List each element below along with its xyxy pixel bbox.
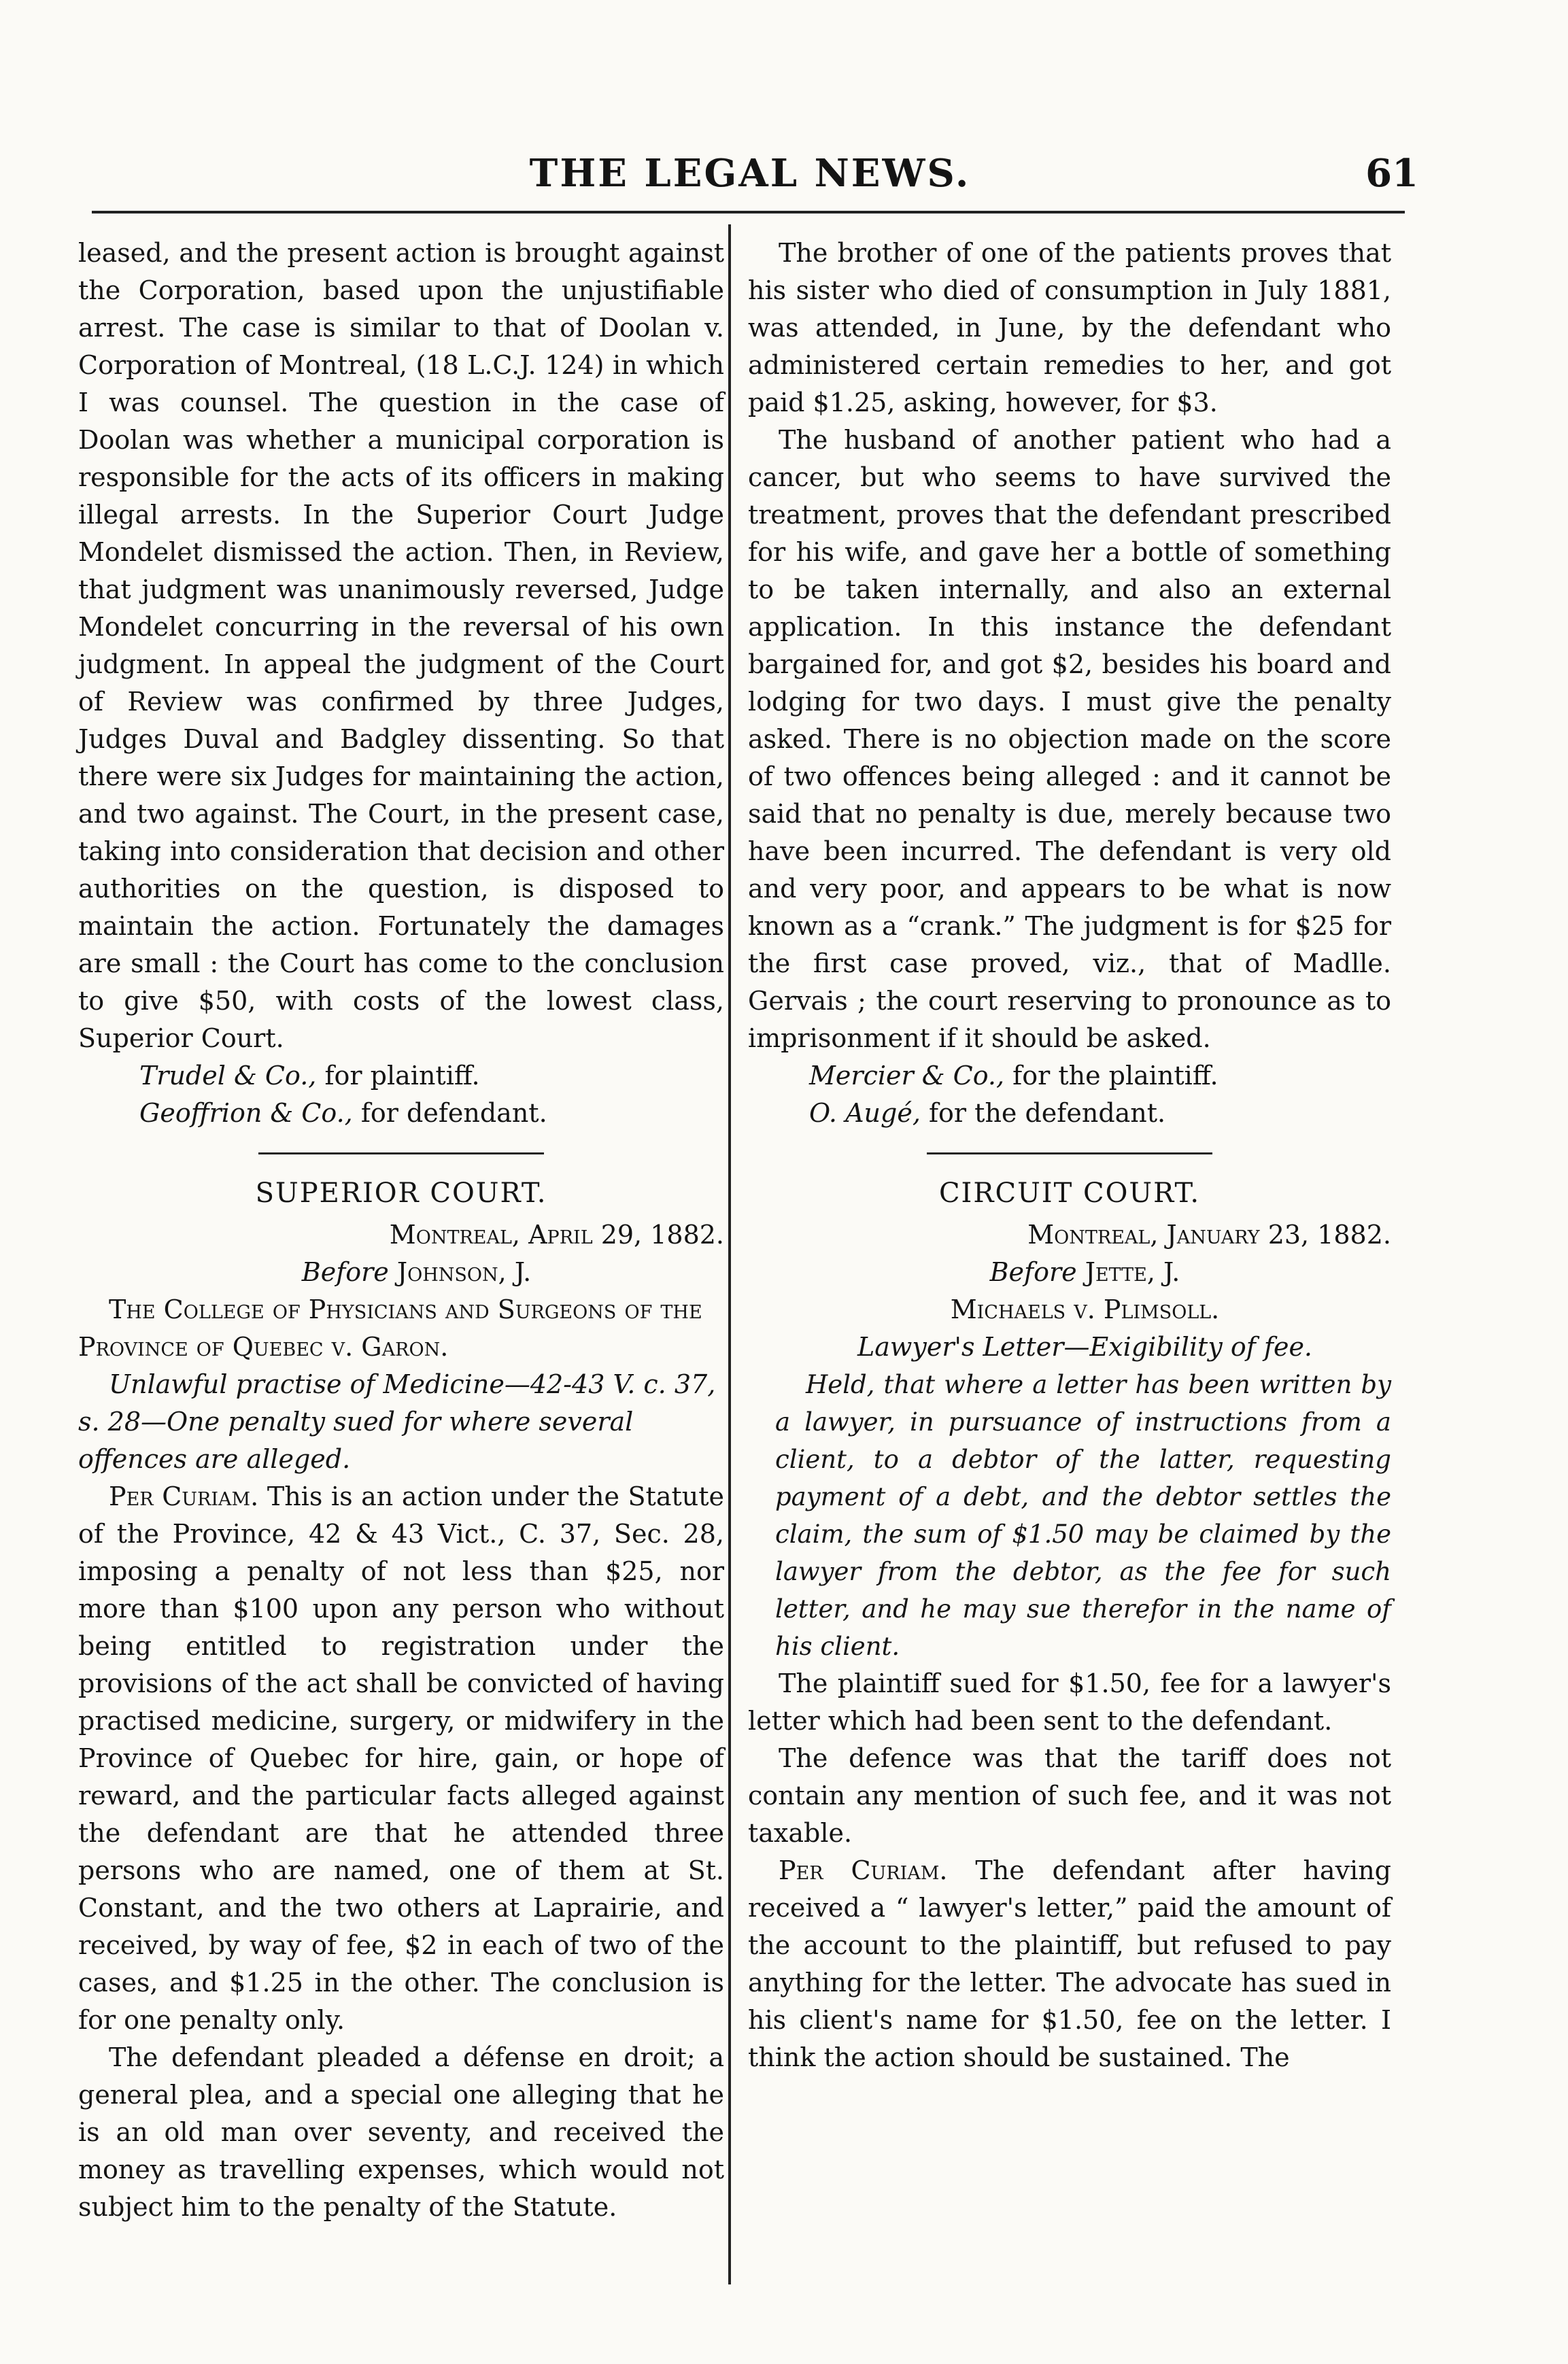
column-divider	[728, 224, 731, 2284]
running-head	[82, 136, 1418, 197]
before-intro: Before	[989, 1257, 1085, 1287]
paragraph	[78, 1478, 724, 2039]
counsel-role: for plaintiff.	[316, 1061, 480, 1091]
case-parties: Michaels v. Plimsoll.	[950, 1295, 1220, 1324]
paragraph: The defence was that the tariff does not contain any mention of such fee, and it was not taxable.	[748, 1743, 1391, 1848]
page-number: 61	[1365, 151, 1418, 196]
section-divider	[258, 1152, 544, 1154]
counsel-firm: Geoffrion & Co.,	[139, 1098, 353, 1128]
case-date: Montreal, April 29, 1882.	[389, 1220, 724, 1250]
judge-name: Johnson, J.	[396, 1257, 532, 1287]
paragraph: The husband of another patient who had a cancer, but who seems to have survived the treatment, proves that the defendant prescribed for his wife, and gave her a bottle of something to be taken internally, and also an external application. In this instance the defendant bargained for, and got $2, besides his board and lodging for two days. I must give the penalty asked. There is no objection made on the score of two offences being alleged : and it cannot be said that no penalty is due, merely because two have been incurred. The defendant is very old and very poor, and appears to be what is now known as a “crank.” The judgment is for $25 for the first case proved, viz., that of Madlle. Gervais ; the court reserving to pronounce as to imprisonment if it should be asked.	[748, 425, 1391, 1053]
paragraph: leased, and the present action is brought against the Corporation, based upon the unjustifiable arrest. The case is similar to that of Doolan v. Corporation of Montreal, (18 L.C.J. 124) in which I was counsel. The question in the case of Doolan was whether a municipal corporation is responsible for the acts of its officers in making illegal arrests. In the Superior Court Judge Mondelet dismissed the action. Then, in Review, that judgment was unanimously reversed, Judge Mondelet concurring in the reversal of his own judgment. In appeal the judgment of the Court of Review was confirmed by three Judges, Judges Duval and Badgley dissenting. So that there were six Judges for maintaining the action, and two against. The Court, in the present case, taking into consideration that decision and other authorities on the question, is disposed to maintain the action. Fortunately the damages are small : the Court has come to the conclusion to give $50, with costs of the lowest class, Superior Court.	[78, 238, 724, 1053]
counsel-firm: Mercier & Co.,	[809, 1061, 1005, 1091]
counsel-role: for the plaintiff.	[1004, 1061, 1218, 1091]
before-intro: Before	[301, 1257, 397, 1287]
held-note: Held, that where a letter has been written by a lawyer, in pursuance of instructions from a client, to a debtor of the latter, requesting payment of a debt, and the debtor settles the claim, the sum of $1.50 may be claimed by the lawyer from the debtor, as the fee for such letter, and he may sue therefor in the name of his client.	[775, 1370, 1391, 1661]
case-parties: The College of Physicians and Surgeons of the Province of Quebec v. Garon.	[78, 1295, 702, 1362]
case-date: Montreal, January 23, 1882.	[1027, 1220, 1391, 1250]
paragraph: The plaintiff sued for $1.50, fee for a lawyer's letter which had been sent to the defendant.	[748, 1668, 1391, 1736]
header-rule	[92, 211, 1405, 213]
counsel-role: for defendant.	[352, 1098, 547, 1128]
counsel-line	[78, 1057, 724, 1095]
paragraph	[748, 1852, 1391, 2076]
court-heading: CIRCUIT COURT.	[938, 1178, 1201, 1209]
headnote: Lawyer's Letter—Exigibility of fee.	[857, 1332, 1313, 1362]
section-divider	[927, 1152, 1212, 1154]
right-column	[748, 235, 1391, 2076]
paragraph: The defendant pleaded a défense en droit; a general plea, and a special one alleging that he is an old man over seventy, and received the money as travelling expenses, which would not subject him to the penalty of the Statute.	[78, 2042, 724, 2222]
court-heading: SUPERIOR COURT.	[255, 1178, 547, 1209]
counsel-role: for the defendant.	[920, 1098, 1166, 1128]
counsel-line	[748, 1057, 1391, 1095]
counsel-line	[78, 1095, 724, 1132]
paragraph-text: This is an action under the Statute of the Province, 42 & 43 Vict., C. 37, Sec. 28, imposing a penalty of not less than $25, nor more than $100 upon any person who without being entitled to registration under the provisions of the act shall be convicted of having practised medicine, surgery, or midwifery in the Province of Quebec for hire, gain, or hope of reward, and the particular facts alleged against the defendant are that he attended three persons who are named, one of them at St. Constant, and the two others at Laprairie, and received, by way of fee, $2 in each of two of the cases, and $1.25 in the other. The conclusion is for one penalty only.	[78, 1481, 724, 2035]
counsel-line	[748, 1095, 1391, 1132]
per-curiam: Per Curiam.	[109, 1481, 259, 1511]
judge-name: Jette, J.	[1085, 1257, 1180, 1287]
per-curiam: Per Curiam.	[779, 1855, 948, 1885]
before-line	[78, 1254, 724, 1291]
counsel-firm: Trudel & Co.,	[139, 1061, 317, 1091]
before-line	[748, 1254, 1391, 1291]
headnote: Unlawful practise of Medicine—42-43 V. c. 37, s. 28—One penalty sued for where several offences are alleged.	[78, 1369, 716, 1474]
counsel-firm: O. Augé,	[809, 1098, 921, 1128]
paragraph: The brother of one of the patients proves that his sister who died of consumption in July 1881, was attended, in June, by the defendant who administered certain remedies to her, and got paid $1.25, asking, however, for $3.	[748, 238, 1391, 417]
left-column	[78, 235, 724, 2226]
running-title: THE LEGAL NEWS.	[529, 151, 971, 196]
paragraph-text: The defendant after having received a “ lawyer's letter,” paid the amount of the account to the plaintiff, but refused to pay anything for the letter. The advocate has sued in his client's name for $1.50, fee on the letter. I think the action should be sustained. The	[748, 1855, 1391, 2072]
